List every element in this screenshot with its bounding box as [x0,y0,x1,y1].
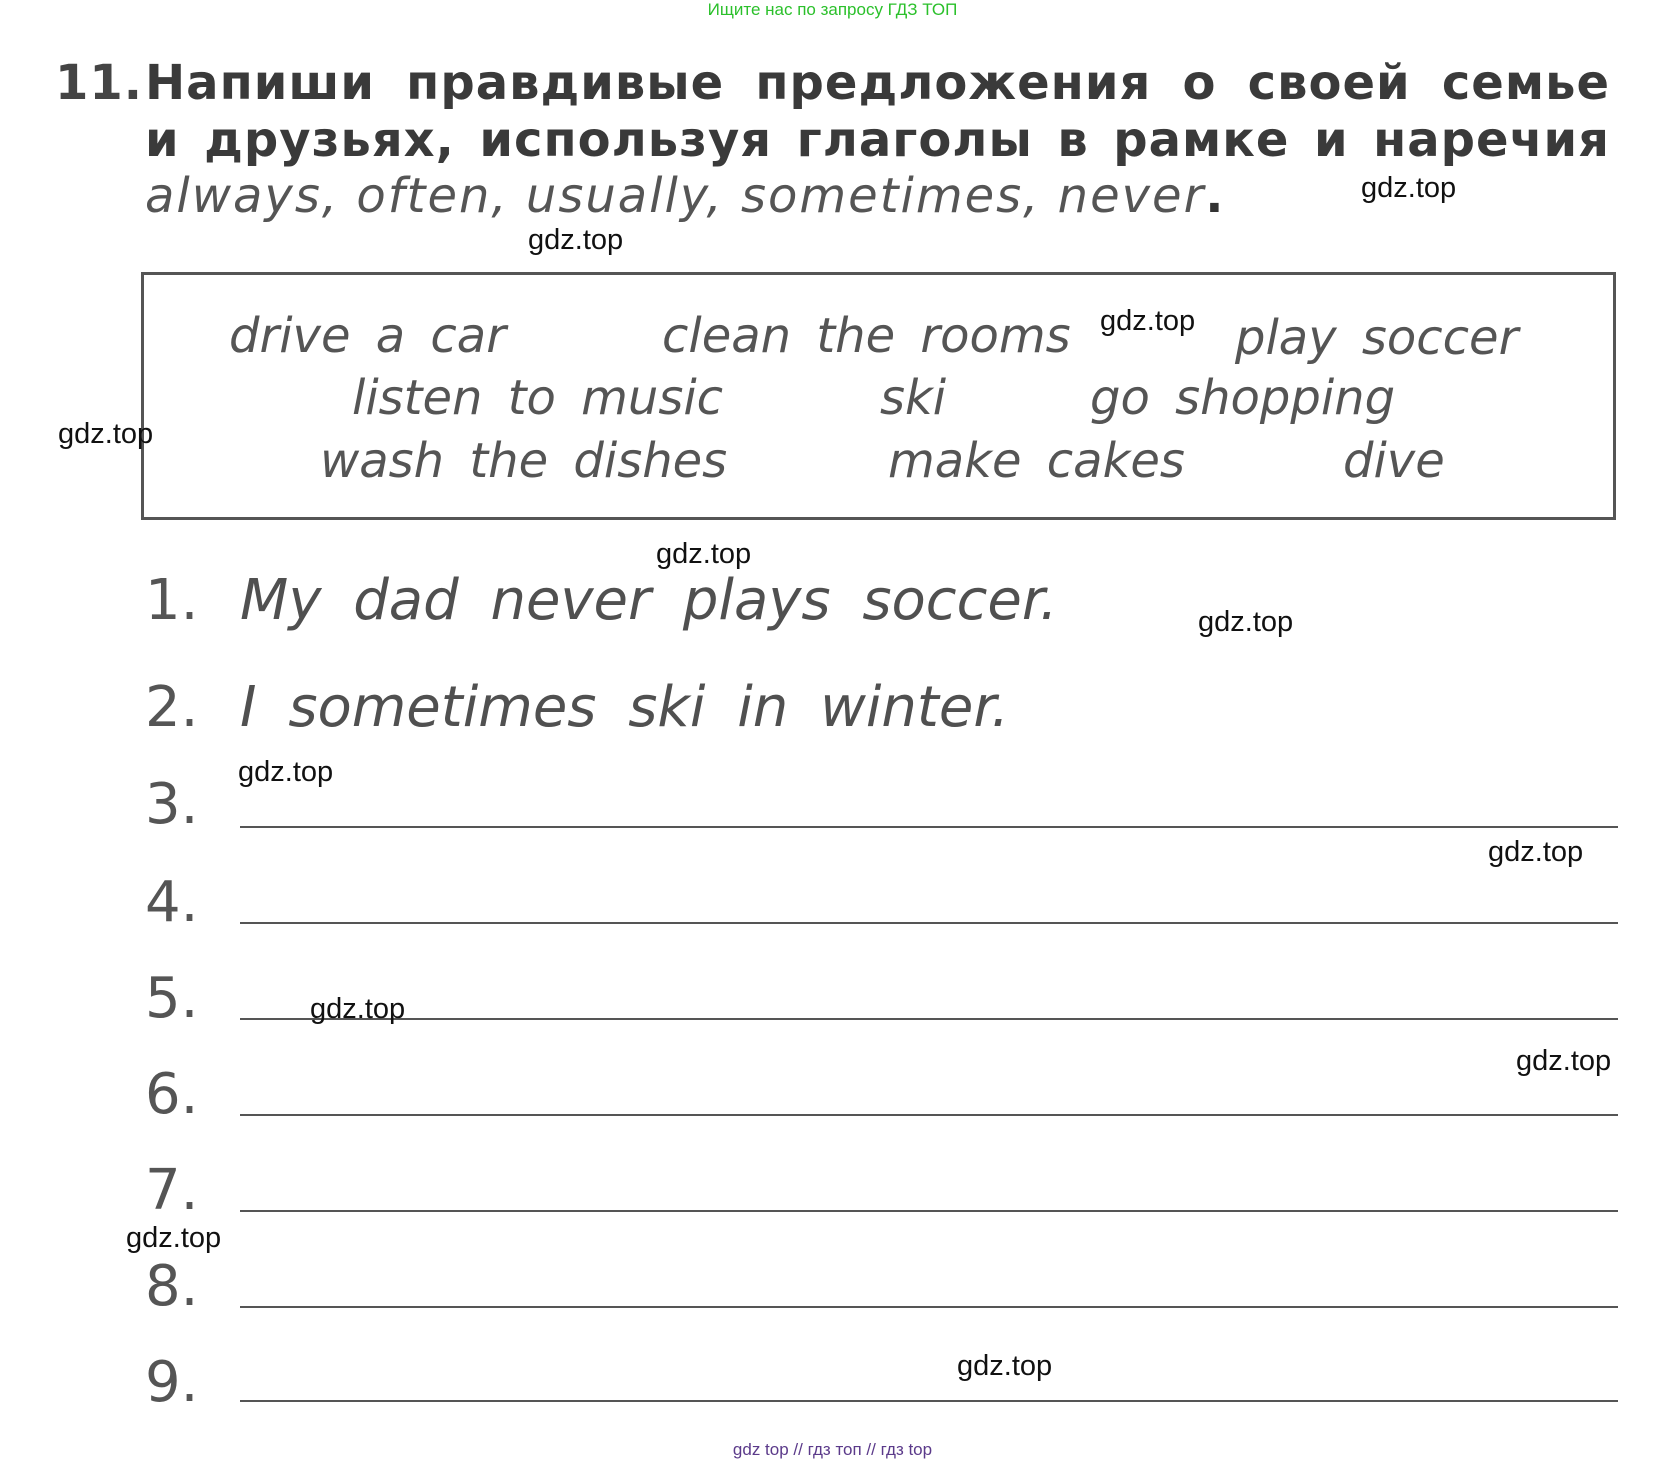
answer-line-9 [240,1400,1618,1402]
task-instruction-line-2: и друзьях, используя глаголы в рамке и наречия [145,112,1610,168]
answer-line-5 [240,1018,1618,1020]
sentence-number-1: 1. [145,568,199,633]
phrase-make-cakes: make cakes [888,433,1185,489]
answer-line-4 [240,922,1618,924]
sentence-number-9: 9. [145,1350,199,1415]
sentence-number-4: 4. [145,870,199,935]
answer-line-8 [240,1306,1618,1308]
sentence-number-2: 2. [145,675,199,740]
task-number: 11. [55,55,144,111]
watermark: gdz.top [1198,606,1294,638]
sentence-number-6: 6. [145,1062,199,1127]
phrase-drive-a-car: drive a car [229,308,506,364]
watermark: gdz.top [58,418,154,450]
watermark: gdz.top [528,224,624,256]
answer-line-6 [240,1114,1618,1116]
sentence-text-2: I sometimes ski in winter. [240,675,1010,740]
phrase-clean-the-rooms: clean the rooms [662,308,1071,364]
watermark: gdz.top [126,1222,222,1254]
watermark: gdz.top [238,756,334,788]
footer-links[interactable]: gdz top // гдз топ // гдз top [732,1440,933,1459]
watermark: gdz.top [1361,172,1457,204]
watermark: gdz.top [1488,836,1584,868]
watermark: gdz.top [1516,1045,1612,1077]
header-search-link[interactable]: Ищите нас по запросу ГДЗ ТОП [707,0,958,19]
phrase-listen-to-music: listen to music [352,370,724,426]
adverbs-period: . [1205,168,1226,224]
watermark: gdz.top [310,993,406,1025]
sentence-number-7: 7. [145,1158,199,1223]
phrase-wash-the-dishes: wash the dishes [320,433,728,489]
answer-line-7 [240,1210,1618,1212]
phrase-go-shopping: go shopping [1090,370,1396,426]
sentence-number-8: 8. [145,1254,199,1319]
answer-line-3 [240,826,1618,828]
phrase-play-soccer: play soccer [1235,310,1519,366]
watermark: gdz.top [656,538,752,570]
watermark: gdz.top [957,1350,1053,1382]
phrase-dive: dive [1343,433,1445,489]
sentence-number-3: 3. [145,772,199,837]
task-instruction-line-1: Напиши правдивые предложения о своей семье [145,55,1610,111]
watermark: gdz.top [1100,305,1196,337]
sentence-text-1: My dad never plays soccer. [240,568,1058,633]
adverbs-list: always, often, usually, sometimes, never [145,168,1206,224]
phrase-ski: ski [880,370,947,426]
sentence-number-5: 5. [145,966,199,1031]
task-adverbs-line [145,168,1226,224]
